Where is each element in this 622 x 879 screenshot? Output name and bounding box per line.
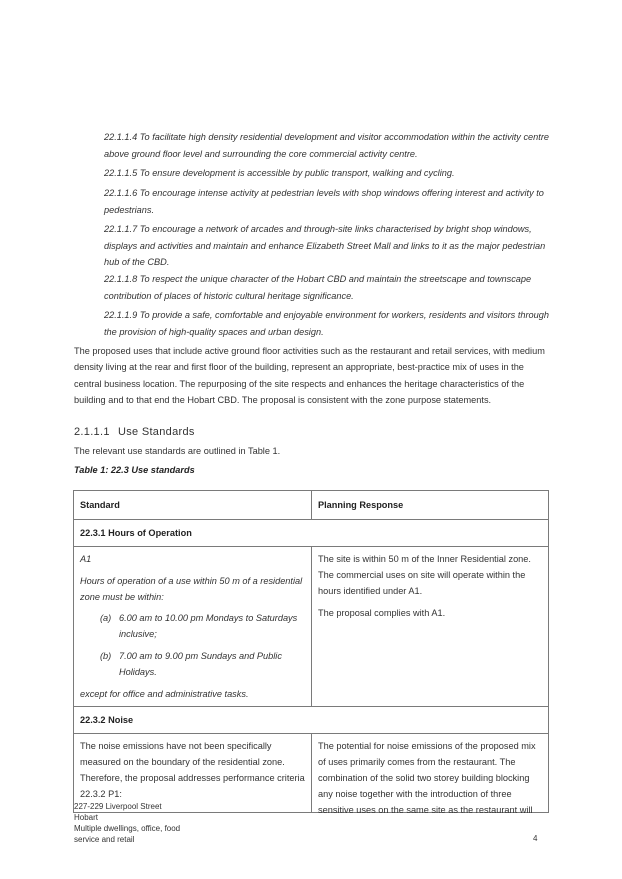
- page-number: 4: [533, 834, 538, 843]
- section-row-hours: [74, 520, 549, 547]
- section-noise: 22.3.2 Noise: [74, 707, 549, 734]
- footer-city: Hobart: [74, 813, 99, 822]
- objective-22-1-1-6: 22.1.1.6 To encourage intense activity at pedestrian levels with shop windows offering interest and activity to pedestrians.: [104, 188, 544, 215]
- objective-22-1-1-4: 22.1.1.4 To facilitate high density residential development and visitor accommodation within the activity centre above ground floor level and surrounding the core commercial activity centre.: [104, 132, 549, 159]
- section-number: 2.1.1.1: [74, 426, 110, 438]
- objective-22-1-1-7: 22.1.1.7 To encourage a network of arcades and through-site links characterised by bright shop windows, displays and activities and maintain and enhance Elizabeth Street Mall and links to it as the major pedestrian hub of the CBD.: [104, 224, 546, 267]
- use-standards-table: [73, 490, 549, 813]
- a1-except: except for office and administrative tasks.: [80, 689, 249, 699]
- noise-standard-text: The noise emissions have not been specifically measured on the boundary of the residential zone. Therefore, the proposal addresses performance criteria 22.3.2 P1:: [80, 741, 305, 799]
- section-hours-of-operation: 22.3.1 Hours of Operation: [74, 520, 549, 547]
- list-item: [80, 610, 305, 642]
- section-title: Use Standards: [118, 426, 195, 438]
- a1-text: Hours of operation of a use within 50 m of a residential zone must be within:: [80, 576, 303, 602]
- a1-label: A1: [80, 554, 92, 564]
- objective-22-1-1-9: 22.1.1.9 To provide a safe, comfortable and enjoyable environment for workers, residents and visitors through the provision of high-quality spaces and urban design.: [104, 310, 549, 337]
- list-marker: (a): [100, 613, 112, 623]
- response-a1-cell: [312, 547, 549, 707]
- a1-list: [80, 610, 305, 680]
- table-caption: Table 1: 22.3 Use standards: [74, 465, 195, 475]
- list-item: [80, 648, 305, 680]
- a1-compliance-text: The proposal complies with A1.: [318, 608, 446, 618]
- section-row-noise: [74, 707, 549, 734]
- header-standard: Standard: [74, 491, 312, 520]
- list-item-text: 7.00 am to 9.00 pm Sundays and Public Holidays.: [119, 651, 282, 677]
- table-header-row: [74, 491, 549, 520]
- a1-response-text: The site is within 50 m of the Inner Residential zone. The commercial uses on site will operate within the hours identified under A1.: [318, 554, 531, 596]
- footer-address: 227-229 Liverpool Street: [74, 802, 162, 811]
- section-heading: [74, 426, 195, 438]
- page-footer: [74, 801, 180, 845]
- intro-text: The relevant use standards are outlined in Table 1.: [74, 446, 281, 456]
- noise-response-text: The potential for noise emissions of the proposed mix of uses primarily comes from the restaurant. The combination of the solid two storey building blocking any noise together with the introduction of three sensitive uses on the same site as the restaurant will: [318, 741, 536, 815]
- standard-a1-cell: [74, 547, 312, 707]
- noise-response-cell: [312, 734, 549, 813]
- table-row: [74, 547, 549, 707]
- header-planning-response: Planning Response: [312, 491, 549, 520]
- list-item-text: 6.00 am to 10.00 pm Mondays to Saturdays inclusive;: [119, 613, 298, 639]
- footer-description: Multiple dwellings, office, food: [74, 824, 181, 833]
- objective-22-1-1-8: 22.1.1.8 To respect the unique character of the Hobart CBD and maintain the streetscape and townscape contribution of places of historic cultural heritage significance.: [104, 274, 532, 301]
- list-marker: (b): [100, 651, 112, 661]
- footer-description-cont: service and retail: [74, 835, 135, 844]
- objective-22-1-1-5: 22.1.1.5 To ensure development is accessible by public transport, walking and cycling.: [104, 168, 455, 178]
- zone-purpose-paragraph: The proposed uses that include active ground floor activities such as the restaurant and retail services, with medium density living at the rear and first floor of the building, represent an appropriate, best-practice mix of uses in the central business location. The repurposing of the site respects and enhances the heritage characteristics of the building and to that end the Hobart CBD. The proposal is consistent with the zone purpose statements.: [74, 346, 545, 405]
